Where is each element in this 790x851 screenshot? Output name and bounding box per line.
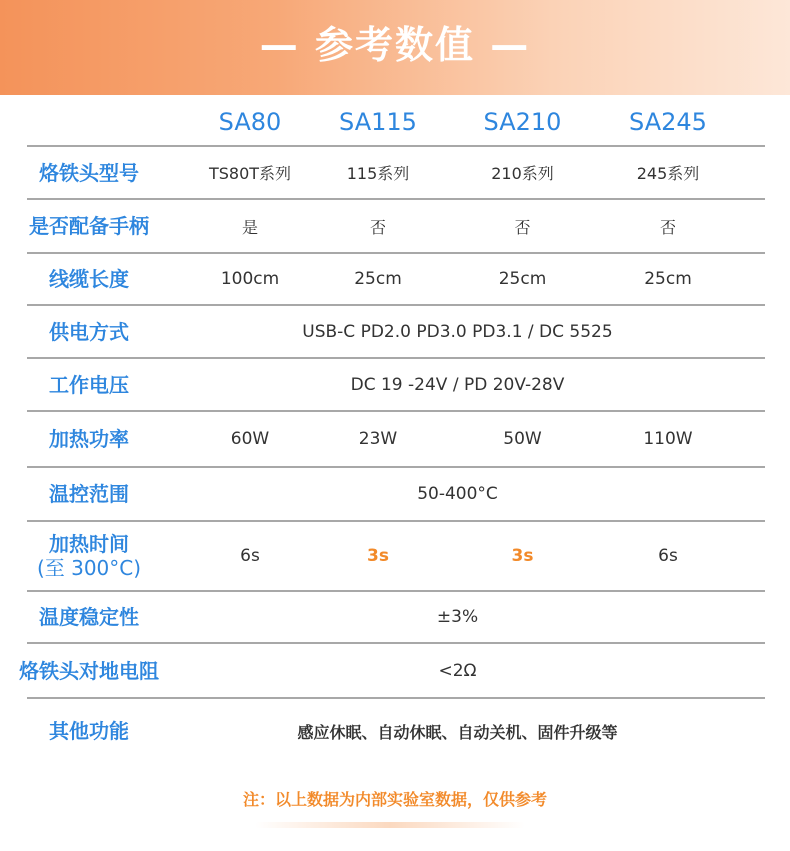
page-title: — 参考数值 — xyxy=(259,23,531,67)
table-row xyxy=(0,147,765,198)
row-label: 供电方式 xyxy=(49,319,129,344)
table-row xyxy=(0,468,765,520)
table-row xyxy=(0,200,765,252)
table-cell: 25cm xyxy=(644,269,692,289)
table-row xyxy=(0,644,765,697)
table-cell: 是 xyxy=(241,217,258,237)
table-cell: 6s xyxy=(658,546,678,566)
table-cell: 100cm xyxy=(220,269,280,289)
table-cell: USB-C PD2.0 PD3.0 PD3.1 / DC 5525 xyxy=(302,321,613,342)
table-cell: 25cm xyxy=(354,269,402,289)
table-cell: 50-400°C xyxy=(417,484,498,504)
table-cell: 210系列 xyxy=(491,164,554,183)
table-cell: DC 19 -24V / PD 20V-28V xyxy=(350,374,565,395)
table-row xyxy=(0,254,765,304)
table-row xyxy=(0,592,765,642)
table-cell: TS80T系列 xyxy=(208,164,292,183)
footer-note: 注：以上数据为内部实验室数据，仅供参考 xyxy=(242,790,547,809)
table-row xyxy=(0,522,765,590)
table-cell: <2Ω xyxy=(438,660,477,681)
table-row xyxy=(0,306,765,357)
table-cell: 否 xyxy=(659,217,676,237)
row-label xyxy=(0,522,178,590)
row-label: 工作电压 xyxy=(49,372,129,397)
table-cell: 50W xyxy=(503,429,542,449)
row-label: 温度稳定性 xyxy=(39,605,139,629)
footer-note-underline xyxy=(255,822,525,828)
table-cell: 245系列 xyxy=(636,164,700,183)
row-label: 温控范围 xyxy=(49,482,129,506)
table-cell-highlight: 3s xyxy=(367,546,389,566)
table-cell: 23W xyxy=(358,429,398,449)
row-label: 加热功率 xyxy=(49,427,129,451)
table-cell: 110W xyxy=(643,429,693,449)
table-cell: ±3% xyxy=(436,607,479,627)
row-label: 线缆长度 xyxy=(49,267,129,291)
model-header-sa245: SA245 xyxy=(629,108,707,136)
model-header-sa80: SA80 xyxy=(218,108,282,136)
row-label: 烙铁头型号 xyxy=(39,160,139,185)
header-banner xyxy=(0,0,790,95)
table-cell: 6s xyxy=(240,546,260,566)
table-cell-highlight: 3s xyxy=(511,546,534,566)
row-label: 是否配备手柄 xyxy=(29,214,149,238)
table-row xyxy=(0,412,765,466)
table-cell: 否 xyxy=(514,217,531,237)
table-cell: 115系列 xyxy=(346,164,410,183)
table-row xyxy=(0,359,765,410)
table-row xyxy=(0,699,765,763)
row-label: 其他功能 xyxy=(49,719,129,743)
table-cell: 25cm xyxy=(498,269,547,289)
model-header-sa115: SA115 xyxy=(339,108,417,136)
table-cell: 60W xyxy=(230,429,270,449)
model-header-sa210: SA210 xyxy=(483,108,562,136)
table-cell: 感应休眠、自动休眠、自动关机、固件升级等 xyxy=(297,722,618,742)
row-label-line1: 加热时间 xyxy=(49,532,129,556)
row-label-line2: (至 300°C) xyxy=(36,556,142,580)
row-label: 烙铁头对地电阻 xyxy=(19,658,159,683)
table-cell: 否 xyxy=(369,217,386,237)
